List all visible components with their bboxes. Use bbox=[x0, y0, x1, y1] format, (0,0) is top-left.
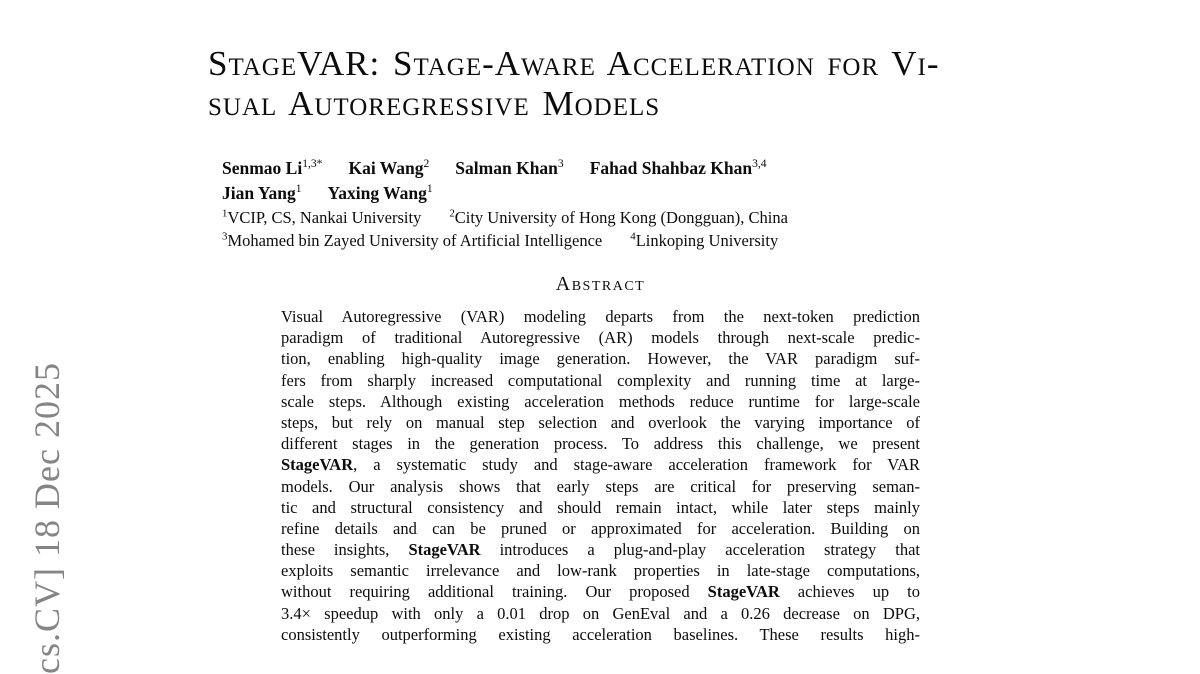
author-row bbox=[222, 156, 922, 181]
author-row bbox=[222, 181, 922, 206]
abstract-body bbox=[281, 306, 920, 645]
author-name: Fahad Shahbaz Khan$^{3,4}$ bbox=[589, 158, 767, 178]
affiliation-marker: 3 bbox=[222, 230, 228, 243]
abstract-line: scale steps. Although existing acceleration methods reduce runtime for large-scale bbox=[281, 391, 920, 411]
abstract-line: paradigm of traditional Autoregressive (AR) models through next-scale predic- bbox=[281, 328, 920, 348]
author-affiliation-marker: 2 bbox=[423, 158, 430, 171]
affiliations-block bbox=[222, 206, 922, 252]
affiliation: $^4$Linkoping University bbox=[630, 230, 779, 250]
paper-title-line2: sual Autoregressive Models bbox=[208, 84, 661, 123]
author-affiliation-marker: 1,3* bbox=[302, 158, 323, 171]
abstract-line: 3.4× speedup with only a 0.01 drop on GenEval and a 0.26 decrease on DPG, bbox=[281, 603, 920, 623]
abstract-line: exploits semantic irrelevance and low-rank properties in late-stage computations, bbox=[281, 561, 920, 581]
abstract-line: different stages in the generation process. To address this challenge, we present bbox=[281, 434, 920, 454]
abstract-line: steps, but rely on manual step selection and overlook the varying importance of bbox=[281, 412, 920, 432]
author-affiliation-marker: 1 bbox=[295, 183, 302, 196]
affiliation: $^1$VCIP, CS, Nankai University bbox=[222, 207, 422, 227]
affiliation: $^2$City University of Hong Kong (Dongguan), China bbox=[449, 207, 788, 227]
abstract-line: these insights, StageVAR introduces a plug-and-play acceleration strategy that bbox=[281, 540, 920, 560]
author-name: Jian Yang$^1$ bbox=[222, 183, 302, 203]
author-affiliation-marker: 1 bbox=[426, 183, 433, 196]
affiliation-row bbox=[222, 206, 922, 229]
authors-block bbox=[222, 156, 922, 206]
author-name: Kai Wang$^2$ bbox=[348, 158, 430, 178]
author-name: Yaxing Wang$^1$ bbox=[327, 183, 433, 203]
paper-title bbox=[208, 44, 1018, 124]
affiliation: $^3$Mohamed bin Zayed University of Artificial Intelligence bbox=[222, 230, 603, 250]
arxiv-watermark: cs.CV] 18 Dec 2025 bbox=[27, 362, 67, 674]
affiliation-marker: 1 bbox=[222, 207, 228, 220]
abstract-heading: Abstract bbox=[555, 273, 646, 295]
author-affiliation-marker: 3,4 bbox=[752, 158, 767, 171]
author-affiliation-marker: 3 bbox=[557, 158, 564, 171]
affiliation-marker: 4 bbox=[630, 230, 636, 243]
abstract-line: consistently outperforming existing acceleration baselines. These results high- bbox=[281, 624, 920, 644]
abstract-line: tion, enabling high-quality image generation. However, the VAR paradigm suf- bbox=[281, 349, 920, 369]
abstract-line: fers from sharply increased computational complexity and running time at large- bbox=[281, 370, 920, 390]
abstract-line: Visual Autoregressive (VAR) modeling departs from the next-token prediction bbox=[281, 307, 920, 326]
paper-title-line1: StageVAR: Stage-Aware Acceleration for Vi- bbox=[208, 44, 940, 83]
abstract-line: without requiring additional training. Our proposed StageVAR achieves up to bbox=[281, 582, 920, 602]
author-name: Salman Khan$^3$ bbox=[455, 158, 564, 178]
affiliation-row bbox=[222, 229, 922, 252]
affiliation-marker: 2 bbox=[449, 207, 455, 220]
abstract-line: tic and structural consistency and should remain intact, while later steps mainly bbox=[281, 497, 920, 517]
abstract-line: refine details and can be pruned or approximated for acceleration. Building on bbox=[281, 518, 920, 538]
author-name: Senmao $Li^{1,3*}$ bbox=[222, 158, 323, 178]
abstract-line: StageVAR, a systematic study and stage-aware acceleration framework for VAR bbox=[281, 455, 920, 475]
abstract-line: models. Our analysis shows that early steps are critical for preserving seman- bbox=[281, 476, 920, 496]
